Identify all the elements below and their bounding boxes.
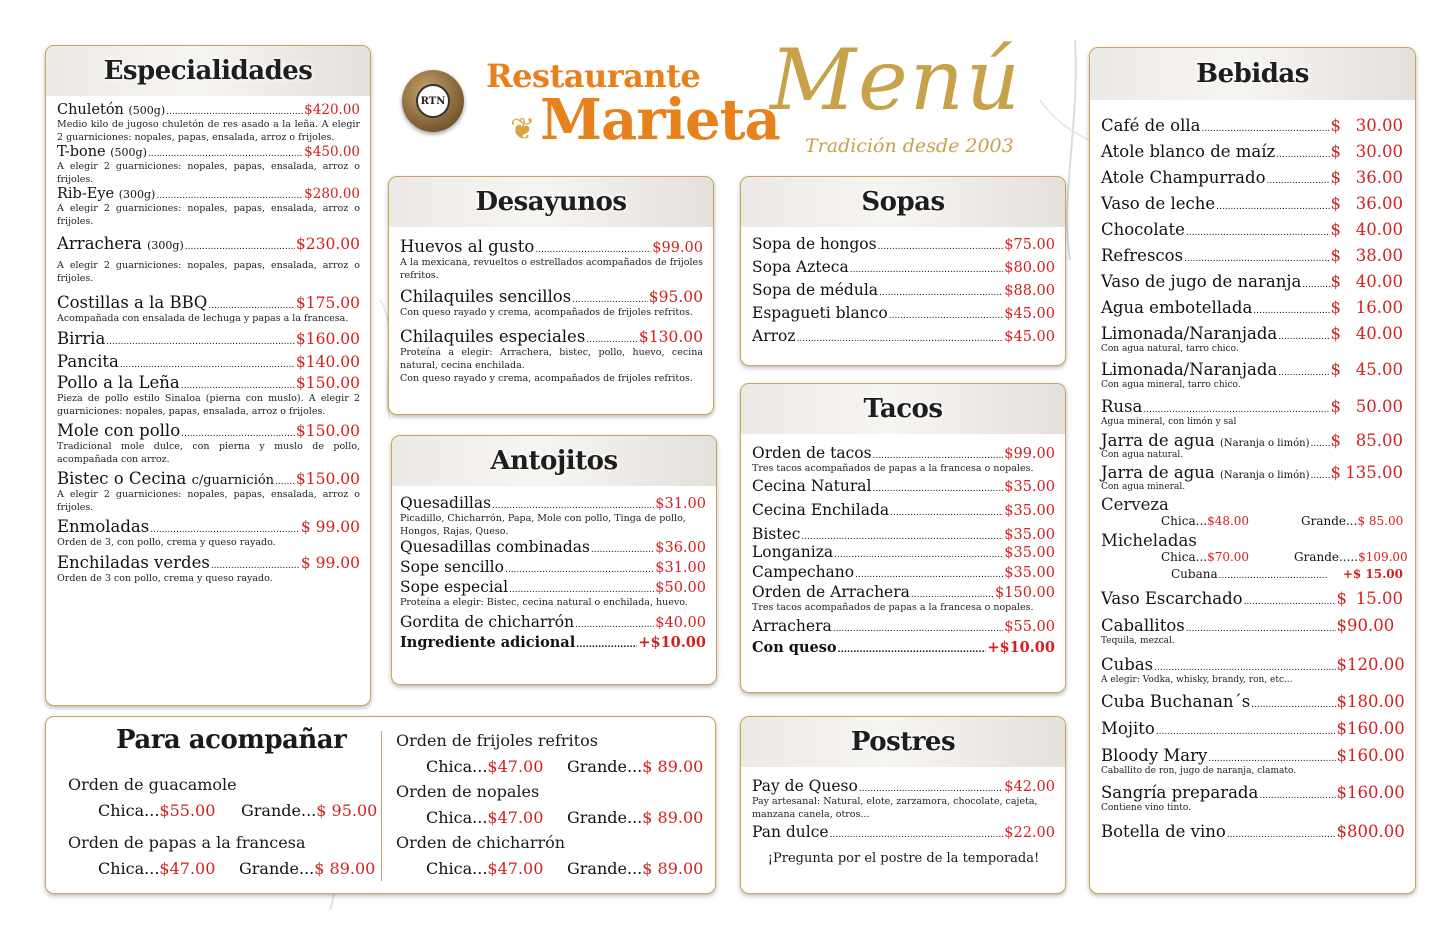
restaurant-name: Marieta (540, 87, 780, 153)
menu-item[interactable]: Pancita ..... $140.00 (57, 352, 360, 371)
drink-item[interactable]: Cubana ..... +$ 15.00 (1171, 567, 1403, 587)
menu-item[interactable]: Bistec ..... $35.00 (752, 525, 1055, 543)
item-description: Pieza de pollo estilo Sinaloa (pierna con muslo). A elegir 2 guarniciones: nopales, papas, ensalada, arroz o frijoles. (57, 393, 360, 417)
tacos-header (741, 384, 1065, 434)
bebidas-panel (1089, 47, 1416, 894)
drink-description: Con agua mineral. (1101, 482, 1186, 492)
drink-description: Caballito de ron, jugo de naranja, clamato. (1101, 766, 1297, 776)
menu-item[interactable]: Huevos al gusto ..... $99.00 (400, 237, 703, 256)
antojitos-header (392, 436, 716, 486)
restaurant-label: Restaurante (486, 57, 701, 95)
sopas-panel (740, 176, 1066, 366)
item-description: A elegir 2 guarniciones: nopales, papas, ensalada, arroz o frijoles. (57, 260, 360, 284)
section-title: Postres (850, 727, 956, 757)
drink-item[interactable]: Limonada/Naranjada ..... $ 40.00 (1101, 324, 1403, 343)
drink-item[interactable]: Jarra de agua (Naranja o limón) ..... $ 135.00 (1101, 463, 1403, 482)
postres-panel (740, 716, 1066, 894)
acompanar-panel (45, 716, 716, 894)
item-description: Pay artesanal: Natural, elote, zarzamora, chocolate, cajeta, manzana canela, otros... (752, 796, 1038, 820)
menu-item[interactable]: Enmoladas ..... $ 99.00 (57, 517, 360, 536)
item-description: A elegir 2 guarniciones: nopales, papas, ensalada, arroz o frijoles. (57, 203, 360, 227)
drink-item[interactable]: Botella de vino ..... $ 800.00 (1101, 822, 1403, 841)
side-item-name[interactable]: Orden de chicharrón (396, 833, 566, 852)
menu-item[interactable]: Chuletón (500g) ..... $420.00 (57, 102, 360, 118)
section-title: Especialidades (103, 56, 313, 86)
menu-item[interactable]: Arroz ..... $45.00 (752, 327, 1055, 345)
sopas-header (741, 177, 1065, 227)
drink-item[interactable]: Cubas ..... $ 120.00 (1101, 655, 1403, 674)
desayunos-panel (388, 176, 714, 415)
item-description: Proteína a elegir: Bistec, cecina natural o enchilada, huevo. (400, 597, 688, 608)
menu-item[interactable]: Gordita de chicharrón ..... $40.00 (400, 613, 706, 631)
item-description: Tradicional mole dulce, con pierna y muslo de pollo, acompañada con arroz. (57, 441, 360, 465)
menu-title: Menú (770, 31, 1022, 129)
section-title: Bebidas (1196, 59, 1309, 89)
drink-sizes[interactable]: Chica... $70.00 Grande..... $109.00 (1161, 550, 1408, 564)
menu-item[interactable]: Chilaquiles sencillos ..... $95.00 (400, 287, 703, 306)
drink-item[interactable]: Cuba Buchanan´s ..... $ 180.00 (1101, 692, 1403, 711)
drink-item[interactable]: Rusa ..... $ 50.00 (1101, 397, 1403, 416)
menu-item[interactable]: Orden de Arrachera ..... $150.00 (752, 583, 1055, 601)
drink-item[interactable]: Vaso de leche ..... $ 36.00 (1101, 194, 1403, 220)
menu-item[interactable]: Birria ..... $160.00 (57, 329, 360, 348)
menu-item[interactable]: Arrachera ..... $55.00 (752, 617, 1055, 635)
antojitos-panel (391, 435, 717, 685)
side-item-name[interactable]: Orden de nopales (396, 782, 540, 801)
drink-description: Con agua natural, tarro chico. (1101, 344, 1239, 354)
drink-item[interactable]: Mojito ..... $ 160.00 (1101, 719, 1403, 738)
menu-item[interactable]: Ingrediente adicional ..... +$10.00 (400, 634, 706, 651)
menu-item[interactable]: Pan dulce ..... $22.00 (752, 823, 1055, 841)
drink-item[interactable]: Atole Champurrado ..... $ 36.00 (1101, 168, 1403, 194)
menu-item[interactable]: Mole con pollo ..... $150.00 (57, 421, 360, 440)
menu-item[interactable]: Costillas a la BBQ ..... $175.00 (57, 293, 360, 312)
side-item-name[interactable]: Orden de frijoles refritos (396, 731, 598, 750)
item-description: A elegir 2 guarniciones: nopales, papas, ensalada, arroz o frijoles. (57, 161, 360, 185)
item-description: Tres tacos acompañados de papas a la francesa o nopales. (752, 463, 1034, 474)
item-description: Proteína a elegir: Arrachera, bistec, pollo, huevo, cecina natural, cecina enchilada. (400, 347, 703, 371)
postres-header (741, 717, 1065, 767)
section-title: Desayunos (475, 187, 627, 217)
drink-item[interactable]: Cerveza (1101, 495, 1169, 514)
menu-item[interactable]: Orden de tacos ..... $99.00 (752, 444, 1055, 462)
section-title: Antojitos (490, 446, 618, 476)
desayunos-header (389, 177, 713, 227)
side-item-prices[interactable]: Grande... $ 89.00 (567, 757, 704, 776)
drink-item[interactable]: Bloody Mary ..... $ 160.00 (1101, 746, 1403, 765)
side-item-prices[interactable]: Grande... $ 89.00 (567, 859, 704, 878)
menu-item[interactable]: Rib-Eye (300g) ..... $280.00 (57, 186, 360, 202)
item-description: A la mexicana, revueltos o estrellados acompañados de frijoles refritos. (400, 257, 703, 281)
item-description: A elegir 2 guarniciones: nopales, papas, ensalada, arroz o frijoles. (57, 489, 360, 513)
drink-item[interactable]: Vaso Escarchado ..... $ 15.00 (1101, 589, 1403, 608)
menu-item[interactable]: Cecina Enchilada ..... $35.00 (752, 501, 1055, 519)
drink-item[interactable]: Chocolate ..... $ 40.00 (1101, 220, 1403, 246)
menu-item[interactable]: Sopa de hongos ..... $75.00 (752, 235, 1055, 253)
drink-item[interactable]: Vaso de jugo de naranja ..... $ 40.00 (1101, 272, 1403, 298)
drink-description: Agua mineral, con limón y sal (1101, 417, 1237, 427)
side-item-prices[interactable]: Grande... $ 89.00 (239, 859, 376, 878)
item-description: Tres tacos acompañados de papas a la francesa o nopales. (752, 602, 1034, 613)
logo-text: RTN (416, 84, 450, 118)
drink-description: Con agua mineral, tarro chico. (1101, 380, 1241, 390)
divider (381, 731, 382, 881)
menu-item[interactable]: Arrachera (300g) ..... $230.00 (57, 234, 360, 253)
restaurant-logo (402, 70, 464, 132)
drink-description: Contiene vino tinto. (1101, 803, 1191, 813)
drink-item[interactable]: Refrescos ..... $ 38.00 (1101, 246, 1403, 272)
menu-item[interactable]: Pollo a la Leña ..... $150.00 (57, 373, 360, 392)
drink-item[interactable]: Caballitos ..... $ 90.00 (1101, 616, 1403, 635)
drink-item[interactable]: Atole blanco de maíz ..... $ 30.00 (1101, 142, 1403, 168)
side-item-prices[interactable]: Chica... $47.00 (98, 859, 216, 878)
side-item-prices[interactable]: Chica... $47.00 (426, 859, 544, 878)
side-item-prices[interactable]: Chica... $47.00 (426, 808, 544, 827)
bebidas-header (1090, 48, 1415, 100)
menu-item[interactable]: Sope especial ..... $50.00 (400, 578, 706, 596)
side-item-prices[interactable]: Grande... $ 89.00 (567, 808, 704, 827)
drink-item[interactable]: Limonada/Naranjada ..... $ 45.00 (1101, 360, 1403, 379)
drink-description: A elegir: Vodka, whisky, brandy, ron, etc... (1101, 675, 1293, 685)
drink-description: Tequila, mezcal. (1101, 636, 1175, 646)
section-title: Sopas (861, 187, 945, 217)
especialidades-panel (45, 45, 371, 706)
item-description: Orden de 3 con pollo, crema y queso rayado. (57, 573, 273, 584)
menu-item[interactable]: Enchiladas verdes ..... $ 99.00 (57, 553, 360, 572)
drink-sizes[interactable]: Chica... $48.00 Grande... $ 85.00 (1161, 514, 1404, 528)
menu-item[interactable]: Quesadillas ..... $31.00 (400, 494, 706, 512)
item-description: Con queso rayado y crema, acompañados de frijoles refritos. (400, 307, 693, 318)
menu-item[interactable]: T-bone (500g) ..... $450.00 (57, 144, 360, 160)
item-description: Con queso rayado y crema, acompañados de frijoles refritos. (400, 373, 693, 384)
menu-item[interactable]: Sope sencillo ..... $31.00 (400, 558, 706, 576)
menu-item[interactable]: Campechano ..... $35.00 (752, 563, 1055, 581)
side-item-name[interactable]: Orden de papas a la francesa (68, 833, 306, 852)
menu-item[interactable]: Quesadillas combinadas ..... $36.00 (400, 538, 706, 556)
section-title: Para acompañar (116, 725, 347, 755)
section-title: Tacos (863, 394, 943, 424)
drink-item[interactable]: Micheladas (1101, 531, 1197, 550)
drink-item[interactable]: Sangría preparada ..... $ 160.00 (1101, 783, 1403, 802)
item-description: Picadillo, Chicharrón, Papa, Mole con pollo, Tinga de pollo, Hongos, Rajas, Queso. (400, 513, 686, 537)
menu-item[interactable]: Bistec o Cecina c/guarnición ..... $150.00 (57, 469, 360, 488)
drink-description: Con agua natural. (1101, 450, 1184, 460)
side-item-prices[interactable]: Chica... $47.00 (426, 757, 544, 776)
item-description: Medio kilo de jugoso chuletón de res asado a la leña. A elegir 2 guarniciones: nopales, papas, ensalada, arroz o frijoles. (57, 119, 360, 143)
menu-item[interactable]: Con queso ..... +$10.00 (752, 639, 1055, 656)
leaf-ornament: ❦ (510, 112, 536, 147)
postres-note: ¡Pregunta por el postre de la temporada! (767, 851, 1040, 866)
menu-item[interactable]: Chilaquiles especiales ..... $130.00 (400, 327, 703, 346)
drink-item[interactable]: Café de olla ..... $ 30.00 (1101, 116, 1403, 142)
especialidades-header (46, 46, 370, 96)
drink-item[interactable]: Agua embotellada ..... $ 16.00 (1101, 298, 1403, 324)
item-description: Acompañada con ensalada de lechuga y papas a la francesa. (57, 313, 349, 324)
tagline: Tradición desde 2003 (805, 135, 1014, 157)
menu-item[interactable]: Espagueti blanco ..... $45.00 (752, 304, 1055, 322)
menu-item[interactable]: Sopa de médula ..... $88.00 (752, 281, 1055, 299)
drink-item[interactable]: Jarra de agua (Naranja o limón) ..... $ 85.00 (1101, 431, 1403, 450)
menu-item[interactable]: Sopa Azteca ..... $80.00 (752, 258, 1055, 276)
menu-item[interactable]: Cecina Natural ..... $35.00 (752, 477, 1055, 495)
side-item-prices[interactable]: Chica... $55.00 (98, 801, 216, 820)
side-item-prices[interactable]: Grande... $ 95.00 (241, 801, 378, 820)
side-item-name[interactable]: Orden de guacamole (68, 775, 237, 794)
item-description: Orden de 3, con pollo, crema y queso rayado. (57, 537, 276, 548)
tacos-panel (740, 383, 1066, 693)
menu-item[interactable]: Longaniza ..... $35.00 (752, 543, 1055, 561)
menu-item[interactable]: Pay de Queso ..... $42.00 (752, 777, 1055, 795)
